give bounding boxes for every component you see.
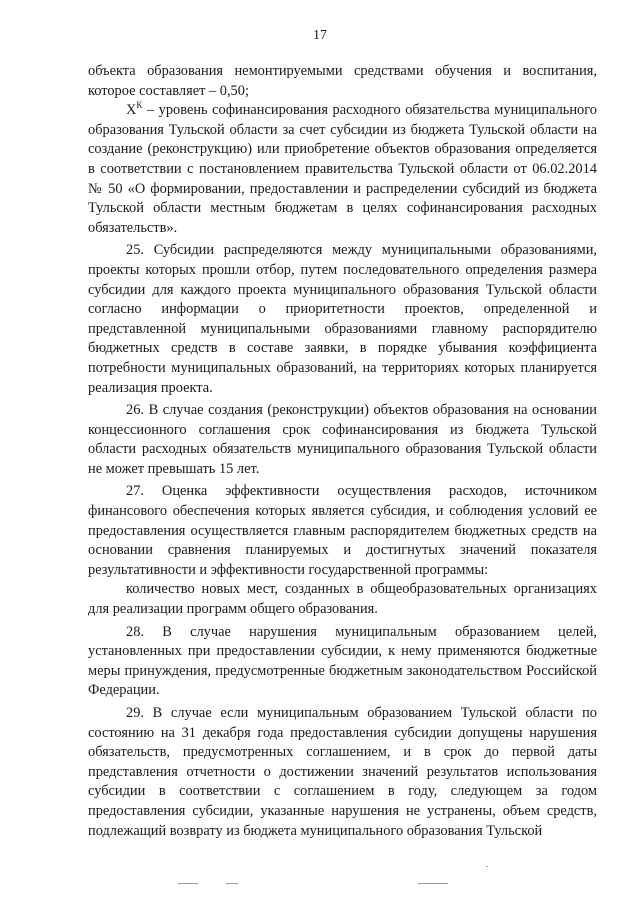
paragraph-25: 25. Субсидии распределяются между муниципальными образованиями, проекты которых прошли отбор, путем последовательного определения размера субсидии для каждого проекта муниципального образования Тульской области согласно информации о приоритетности проектов, определенной и представленной муниципальными образованиями главному распорядителю бюджетных средств в составе заявки, в порядке убывания коэффициента потребности муниципальных образований, на территориях которых планируется реализация проекта.	[88, 242, 597, 396]
page-number: 17	[313, 28, 327, 43]
document-body	[88, 62, 597, 841]
scan-artifact-dot	[486, 866, 488, 867]
scan-artifact-line	[178, 883, 198, 884]
symbol-superscript: К	[136, 100, 143, 111]
paragraph-continuation: объекта образования немонтируемыми средствами обучения и воспитания, которое составляет – 0,50;	[88, 63, 597, 99]
paragraph-28: 28. В случае нарушения муниципальным образованием целей, установленных при предоставлении субсидии, к нему применяются бюджетные меры принуждения, предусмотренные бюджетным законодательством Российской Федерации.	[88, 623, 597, 699]
scan-artifact-line	[226, 883, 238, 884]
paragraph-indicator: количество новых мест, созданных в общеобразовательных организациях для реализации программ общего образования.	[88, 581, 597, 618]
paragraph-27: 27. Оценка эффективности осуществления расходов, источником финансового обеспечения которых является субсидия, и соблюдения условий ее предоставления осуществляется главным распорядителем бюджетных средств на основании сравнения планируемых и достигнутых значений показателя результативности и эффективности государственной программы:	[88, 483, 597, 578]
symbol-x: Х	[126, 102, 137, 119]
paragraph-definition-xk	[88, 101, 597, 238]
paragraph-26: 26. В случае создания (реконструкции) объектов образования на основании концессионного соглашения срок софинансирования из бюджета Тульской области расходных обязательств муниципального образования Тульской области не может превышать 15 лет.	[88, 402, 597, 477]
paragraph-29: 29. В случае если муниципальным образованием Тульской области по состоянию на 31 декабря года предоставления субсидии допущены нарушения обязательств, предусмотренных соглашением, и в срок до первой даты представления отчетности о достижении значений результатов использования субсидии в соответствии с соглашением в году, следующем за годом предоставления субсидии, указанные нарушения не устранены, объем средств, подлежащий возврату из бюджета муниципального образования Тульской	[88, 705, 597, 839]
scan-artifact-line	[418, 883, 448, 884]
definition-text: – уровень софинансирования расходного обязательства муниципального образования Тульской области за счет субсидии из бюджета Тульской области на создание (реконструкцию) или приобретение объектов образования определяется в соответствии с постановлением правительства Тульской области от 06.02.2014 № 50 «О формировании, предоставлении и распределении субсидий из бюджета Тульской области местным бюджетам в целях софинансирования расходных обязательств».	[88, 102, 597, 236]
